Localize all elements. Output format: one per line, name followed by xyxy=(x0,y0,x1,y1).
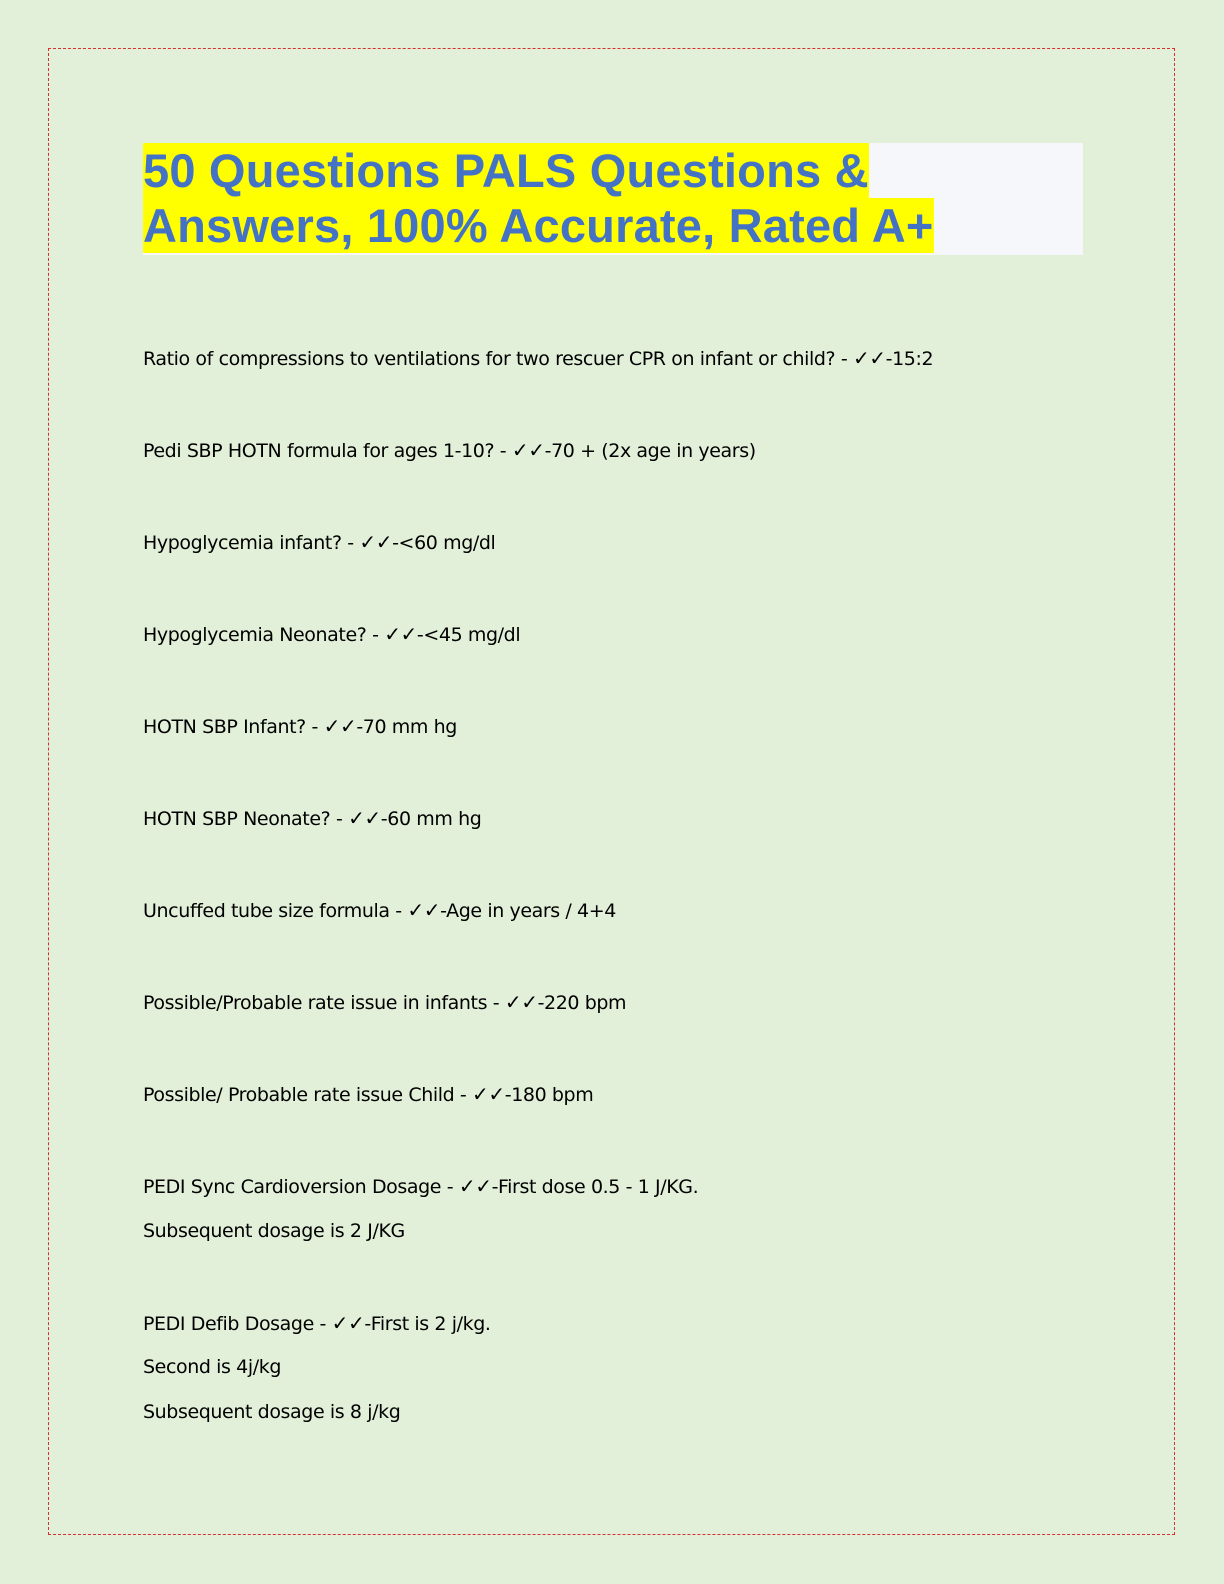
qa-item xyxy=(143,989,626,1016)
answer-text: -First is 2 j/kg. xyxy=(364,1313,491,1335)
answer-continuation: Subsequent dosage is 2 J/KG xyxy=(143,1220,405,1242)
answer-text: -<45 mg/dl xyxy=(416,624,521,646)
answer-text: -First dose 0.5 - 1 J/KG. xyxy=(491,1176,699,1198)
question-text: Ratio of compressions to ventilations for two rescuer CPR on infant or child? - xyxy=(143,348,853,370)
question-text: HOTN SBP Neonate? - xyxy=(143,808,349,830)
double-check-icon: ✓✓ xyxy=(511,438,545,462)
question-text: HOTN SBP Infant? - xyxy=(143,716,324,738)
answer-text: -Age in years / 4+4 xyxy=(440,900,616,922)
answer-text: -70 + (2x age in years) xyxy=(544,440,756,462)
double-check-icon: ✓✓ xyxy=(458,1174,492,1198)
qa-item xyxy=(143,345,933,372)
question-text: PEDI Sync Cardioversion Dosage - xyxy=(143,1176,459,1198)
qa-item xyxy=(143,529,495,556)
double-check-icon: ✓✓ xyxy=(323,714,357,738)
qa-item xyxy=(143,1173,698,1200)
title-line-2: Answers, 100% Accurate, Rated A+ xyxy=(143,199,934,252)
double-check-icon: ✓✓ xyxy=(331,1311,365,1335)
qa-item xyxy=(143,1081,593,1108)
question-text: Possible/ Probable rate issue Child - xyxy=(143,1084,473,1106)
qa-item xyxy=(143,437,756,464)
qa-item xyxy=(143,713,457,740)
question-text: Possible/Probable rate issue in infants - xyxy=(143,992,505,1014)
double-check-icon: ✓✓ xyxy=(504,990,538,1014)
question-text: Uncuffed tube size formula - xyxy=(143,900,408,922)
qa-item xyxy=(143,1310,491,1337)
double-check-icon: ✓✓ xyxy=(407,898,441,922)
answer-text: -<60 mg/dl xyxy=(392,532,496,554)
double-check-icon: ✓✓ xyxy=(472,1082,505,1106)
answer-text: -60 mm hg xyxy=(380,808,482,830)
answer-continuation: Subsequent dosage is 8 j/kg xyxy=(143,1401,401,1423)
question-text: Hypoglycemia infant? - xyxy=(143,532,360,554)
qa-item xyxy=(143,897,616,924)
answer-text: -180 bpm xyxy=(504,1084,594,1106)
qa-item xyxy=(143,805,481,832)
question-text: PEDI Defib Dosage - xyxy=(143,1313,332,1335)
answer-continuation: Second is 4j/kg xyxy=(143,1356,282,1378)
question-text: Hypoglycemia Neonate? - xyxy=(143,624,385,646)
title-block xyxy=(143,143,1083,255)
answer-text: -15:2 xyxy=(885,348,934,370)
document-title xyxy=(143,143,1083,253)
double-check-icon: ✓✓ xyxy=(384,622,417,646)
qa-item xyxy=(143,621,520,648)
title-line-1: 50 Questions PALS Questions & xyxy=(143,144,869,197)
answer-text: -220 bpm xyxy=(537,992,627,1014)
question-text: Pedi SBP HOTN formula for ages 1-10? - xyxy=(143,440,512,462)
double-check-icon: ✓✓ xyxy=(348,806,381,830)
answer-text: -70 mm hg xyxy=(356,716,457,738)
double-check-icon: ✓✓ xyxy=(359,530,393,554)
double-check-icon: ✓✓ xyxy=(852,346,886,370)
